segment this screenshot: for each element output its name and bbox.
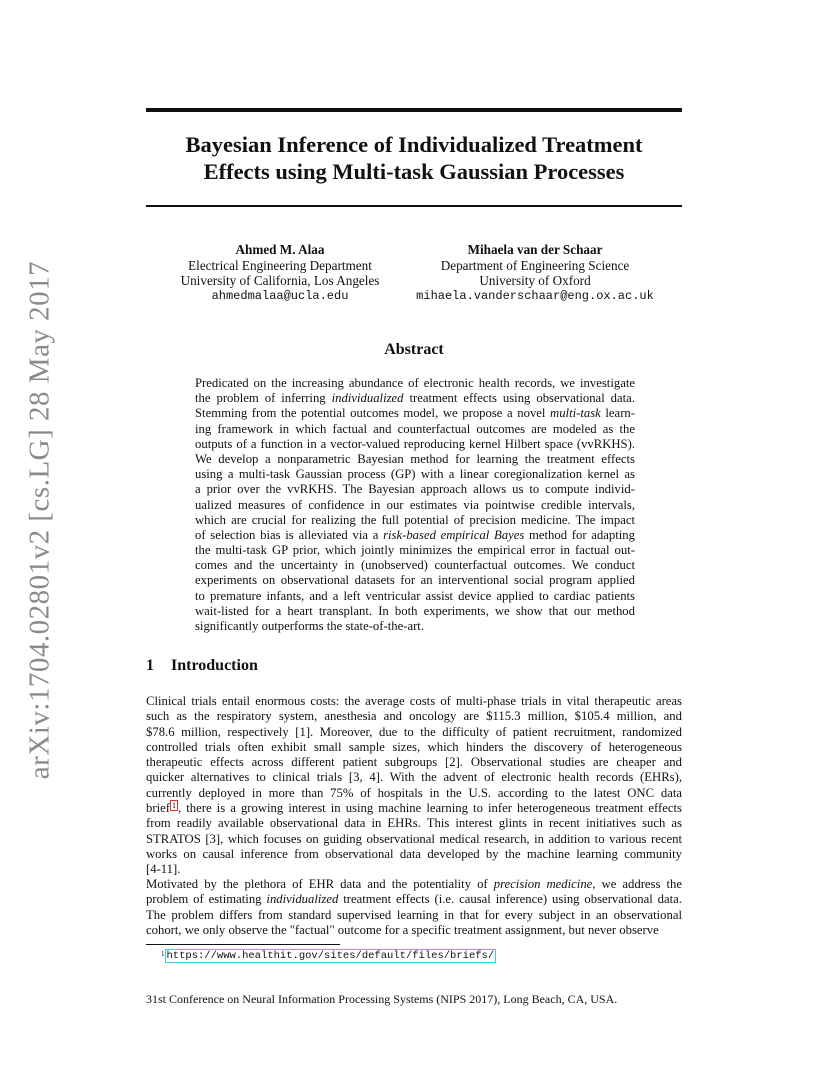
text-segment: method for adapting	[524, 527, 635, 542]
footnote-reference[interactable]: 1	[171, 801, 176, 811]
text-line: the multi-task GP prior, which jointly minimizes the empirical error in factual out-	[195, 543, 635, 558]
footnote	[161, 950, 496, 962]
text-segment: of selection bias is alleviated via a	[195, 527, 384, 542]
author-block	[412, 242, 658, 304]
text-line: experiments on observational datasets for an interventional social program applied	[195, 573, 635, 588]
text-segment: treatment effects (i.e. causal inference) using observational data.	[338, 892, 682, 907]
text-line: Predicated on the increasing abundance of electronic health records, we investigate	[195, 376, 635, 390]
text-line: wait-listed for a heart transplant. In both experiments, we show that our method	[195, 603, 635, 618]
author-name: Mihaela van der Schaar	[467, 242, 603, 257]
text-line: a prior over the vvRKHS. The Bayesian approach allows us to compute individ-	[195, 482, 635, 497]
author-affiliation: University of Oxford	[479, 273, 591, 288]
text-line	[195, 391, 635, 406]
title-line: Bayesian Inference of Individualized Treatment	[185, 132, 643, 157]
text-line: outputs of a function in a vector-valued reproducing kernel Hilbert space (vvRKHS).	[195, 436, 635, 451]
intro-paragraph-1	[146, 694, 682, 878]
text-segment: Motivated by the plethora of EHR data and the potentiality of	[146, 877, 494, 891]
section-heading	[146, 657, 258, 675]
text-segment: treatment effects using observational data.	[403, 391, 635, 406]
text-line: to premature infants, and a left ventricular assist device applied to cardiac patients	[195, 588, 635, 603]
text-line	[195, 528, 635, 543]
arxiv-stamp: arXiv:1704.02801v2 [cs.LG] 28 May 2017	[23, 260, 56, 780]
section-number: 1	[146, 657, 154, 674]
text-segment: learn-	[600, 406, 635, 421]
text-segment: , we address the	[592, 877, 682, 891]
text-line: using a multi-task Gaussian process (GP) with a linear coregionalization kernel as	[195, 467, 635, 482]
text-line	[146, 801, 682, 816]
emphasized-text: risk-based empirical Bayes	[383, 527, 525, 542]
text-line: currently deployed in more than 75% of hospitals in the U.S. according to the latest ONC data	[146, 785, 682, 800]
title-line: Effects using Multi-task Gaussian Processes	[203, 159, 625, 184]
paper-title	[146, 131, 682, 185]
author-affiliation: University of California, Los Angeles	[180, 273, 380, 288]
text-line: from readily available observational data in EHRs. This interest glints in recent initiatives such as	[146, 816, 682, 831]
text-line: which are crucial for realizing the full potential of precision medicine. The impact	[195, 512, 635, 527]
text-line: [4-11].	[146, 862, 181, 877]
venue-footer: 31st Conference on Neural Information Processing Systems (NIPS 2017), Long Beach, CA, USA.	[146, 992, 618, 1006]
author-name: Ahmed M. Alaa	[235, 242, 325, 257]
text-segment: Stemming from the potential outcomes model, we propose a novel	[195, 406, 551, 421]
text-line: Clinical trials entail enormous costs: the average costs of multi-phase trials in vital therapeutic areas	[146, 694, 682, 708]
title-bottom-rule	[146, 205, 682, 207]
text-line: ualized measures of confidence in our estimates via pointwise credible intervals,	[195, 497, 635, 512]
text-line	[146, 892, 682, 907]
intro-paragraph-2	[146, 877, 682, 938]
text-line: such as the respiratory system, anesthesia and oncology are $115.3 million, $105.4 million, and	[146, 709, 682, 724]
text-line: works on causal inference from observational data developed by the machine learning community	[146, 846, 682, 861]
footnote-link[interactable]: https://www.healthit.gov/sites/default/files/briefs/	[166, 950, 495, 962]
text-line: STRATOS [3], which focuses on guiding observational medical research, in addition to various recent	[146, 831, 682, 846]
text-line: We develop a nonparametric Bayesian method for learning the treatment effects	[195, 451, 635, 466]
text-line: therapeutic effects across different patient subgroups [2]. Observational studies are cheaper and	[146, 755, 682, 770]
author-email[interactable]: mihaela.vanderschaar@eng.ox.ac.uk	[416, 288, 654, 303]
text-line: controlled trials often exhibit small sample sizes, which hinders the discovery of heterogeneous	[146, 739, 682, 754]
emphasized-text: multi-task	[550, 406, 601, 421]
abstract-heading: Abstract	[384, 341, 444, 358]
text-line: quicker alternatives to clinical trials [3, 4]. With the advent of electronic health records (EHRs),	[146, 770, 682, 785]
text-line: comes and the uncertainty in (unobserved) counterfactual outcomes. We conduct	[195, 558, 635, 573]
text-line: significantly outperforms the state-of-the-art.	[195, 619, 425, 633]
text-segment: , there is a growing interest in using machine learning to infer heterogeneous treatment effects	[177, 801, 682, 816]
emphasized-text: individualized	[331, 391, 404, 406]
emphasized-text: precision medicine	[493, 877, 593, 891]
author-department: Department of Engineering Science	[440, 257, 630, 273]
text-segment: problem of estimating	[146, 892, 267, 907]
text-line: ing framework in which factual and counterfactual outcomes are modeled as the	[195, 421, 635, 436]
section-title: Introduction	[171, 657, 258, 674]
text-line	[195, 406, 635, 421]
text-line	[146, 877, 682, 892]
footnote-rule	[146, 944, 340, 945]
text-line: $78.6 million, respectively [1]. Moreover, due to the difficulty of patient recruitment, randomized	[146, 724, 682, 739]
text-line: cohort, we only observe the "factual" outcome for a specific treatment assignment, but never observe	[146, 922, 659, 937]
title-top-rule	[146, 108, 682, 112]
abstract-text	[195, 376, 635, 634]
text-segment: brief	[146, 801, 170, 816]
text-line: The problem differs from standard supervised learning in that for every subject in an observational	[146, 907, 682, 922]
text-segment: the problem of inferring	[195, 391, 332, 406]
author-email[interactable]: ahmedmalaa@ucla.edu	[211, 288, 349, 303]
emphasized-text: individualized	[266, 892, 339, 907]
footnote-mark: 1	[161, 950, 165, 958]
author-block	[165, 242, 395, 304]
author-department: Electrical Engineering Department	[188, 257, 372, 273]
